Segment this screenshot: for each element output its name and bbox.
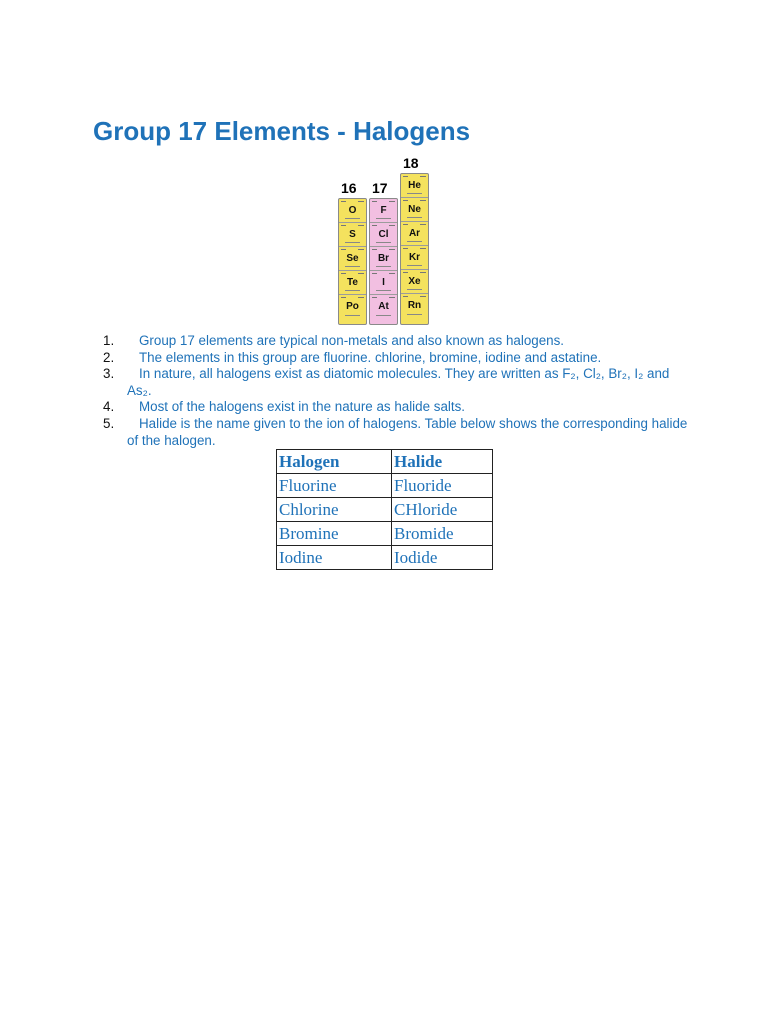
list-item-number: 3. [103,366,115,382]
element-symbol: Kr [408,252,421,263]
column-header-halogen: Halogen [277,450,392,474]
element-cell-selenium [339,247,366,271]
element-symbol: Te [347,277,358,288]
element-symbol: Cl [378,229,389,240]
element-cell-radon [401,294,428,318]
table-header-row [277,450,493,474]
element-cell-neon [401,198,428,222]
element-symbol: Xe [408,276,421,287]
table-row [277,498,493,522]
element-cell-argon [401,222,428,246]
element-cell-krypton [401,246,428,270]
element-symbol: Ne [408,204,421,215]
group-16-label: 16 [341,180,357,196]
element-symbol: Po [346,301,359,312]
element-cell-sulfur [339,223,366,247]
element-symbol: Br [377,253,390,264]
table-row [277,522,493,546]
element-symbol: He [408,180,421,191]
element-cell-helium [401,174,428,198]
element-symbol: Se [346,253,359,264]
list-item-text: Halide is the name given to the ion of halogens. Table below shows the corresponding halide of the halogen. [127,415,688,448]
halogen-facts-list [98,333,688,449]
periodic-table-excerpt [336,152,431,330]
list-item-number: 1. [103,333,115,348]
element-cell-oxygen [339,199,366,223]
table-row [277,546,493,570]
page-title: Group 17 Elements - Halogens [93,116,471,146]
element-symbol: At [378,301,389,312]
element-cell-xenon [401,270,428,294]
halogen-cell: Chlorine [277,498,392,522]
halide-cell: Fluoride [392,474,493,498]
halogen-cell: Iodine [277,546,392,570]
list-item-text: The elements in this group are fluorine. chlorine, bromine, iodine and astatine. [139,349,602,365]
halide-cell: Iodide [392,546,493,570]
list-item-number: 5. [103,415,115,431]
column-header-halide: Halide [392,450,493,474]
group-17-label: 17 [372,180,388,196]
list-item-text: Group 17 elements are typical non-metals and also known as halogens. [139,333,565,348]
element-cell-polonium [339,295,366,319]
list-item-text: Most of the halogens exist in the nature as halide salts. [139,399,466,415]
table-row [277,474,493,498]
element-cell-astatine [370,295,397,319]
group-18-column [400,173,429,325]
list-item [98,333,688,350]
element-cell-chlorine [370,223,397,247]
element-cell-tellurium [339,271,366,295]
list-item [98,350,688,367]
halogen-cell: Fluorine [277,474,392,498]
group-18-label: 18 [403,155,419,171]
element-symbol: S [349,229,356,240]
list-item [98,399,688,416]
element-symbol: O [348,205,357,216]
halogen-cell: Bromine [277,522,392,546]
element-cell-iodine [370,271,397,295]
halide-cell: Bromide [392,522,493,546]
group-16-column [338,198,367,325]
list-item [98,416,688,449]
list-item-number: 2. [103,349,115,365]
list-item-number: 4. [103,399,115,415]
element-symbol: I [382,277,385,288]
list-item [98,366,688,399]
element-symbol: Rn [407,300,422,311]
halide-cell: CHloride [392,498,493,522]
element-symbol: F [380,205,387,216]
element-cell-fluorine [370,199,397,223]
halogen-halide-table [276,449,493,570]
element-cell-bromine [370,247,397,271]
group-17-column [369,198,398,325]
element-symbol: Ar [408,228,421,239]
list-item-text: In nature, all halogens exist as diatomic molecules. They are written as F₂, Cl₂, Br₂, I₂ and As₂. [127,366,670,398]
